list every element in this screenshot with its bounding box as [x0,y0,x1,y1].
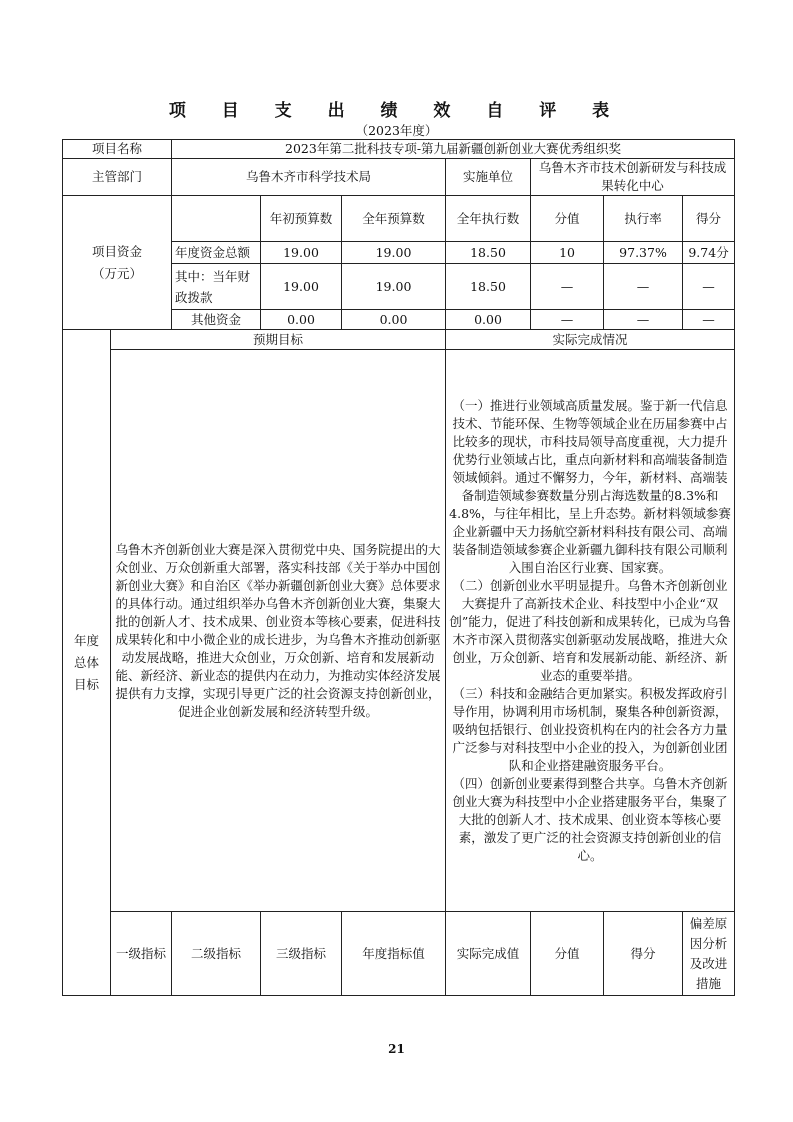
actual-result-paragraph: （四）创新创业要素得到整合共享。乌鲁木齐创新创业大赛为科技型中小企业搭建服务平台，集聚了大批的创新人才、技术成果、创业资本等核心要素，激发了更广泛的社会资源支持创新创业的信心。 [452,775,728,863]
indicator-header-score-value: 分值 [531,912,604,996]
funds-header-score-value: 分值 [531,196,604,242]
funds-header-blank [172,196,261,242]
funds-row-label: 其他资金 [172,310,261,330]
indicator-header-target: 年度指标值 [342,912,446,996]
funds-header-score: 得分 [683,196,735,242]
funds-cell: — [531,310,604,330]
funds-header-annual: 全年预算数 [342,196,446,242]
impl-value: 乌鲁木齐市技术创新研发与科技成果转化中心 [531,159,735,196]
funds-cell: 18.50 [446,242,531,264]
indicator-header-level1: 一级指标 [111,912,172,996]
funds-cell: 9.74分 [683,242,735,264]
funds-cell: 19.00 [261,242,342,264]
indicator-header-deviation: 偏差原因分析及改进措施 [683,912,735,996]
funds-cell: — [683,264,735,310]
page-title: 项 目 支 出 绩 效 自 评 表 [168,101,625,121]
funds-row-label: 其中：当年财政拨款 [172,264,261,310]
indicator-header-actual: 实际完成值 [446,912,531,996]
funds-cell: 0.00 [261,310,342,330]
funds-cell: — [604,310,683,330]
expected-goal-header: 预期目标 [111,330,446,350]
year-subtitle: （2023年度） [355,123,438,138]
funds-cell: 10 [531,242,604,264]
indicator-header-level2: 二级指标 [172,912,261,996]
actual-result-text [446,350,735,912]
actual-result-paragraph: （三）科技和金融结合更加紧实。积极发挥政府引导作用，协调利用市场机制，聚集各种创新资源，吸纳包括银行、创业投资机构在内的社会各方力量广泛参与对科技型中小企业的投入，为创新创业团队和企业搭建融资服务平台。 [452,685,728,773]
actual-result-header: 实际完成情况 [446,330,735,350]
funds-header-executed: 全年执行数 [446,196,531,242]
funds-header-rate: 执行率 [604,196,683,242]
funds-cell: 0.00 [342,310,446,330]
funds-label: 项目资金 （万元） [63,196,172,330]
impl-label: 实施单位 [446,159,531,196]
funds-cell: — [683,310,735,330]
dept-label: 主管部门 [63,159,172,196]
expected-goal-text: 乌鲁木齐创新创业大赛是深入贯彻党中央、国务院提出的大众创业、万众创新重大部署，落实科技部《关于举办中国创新创业大赛》和自治区《举办新疆创新创业大赛》总体要求的具体行动。通过组织举办乌鲁木齐创新创业大赛，集聚大批的创新人才、技术成果、创业资本等核心要素，促进科技成果转化和中小微企业的成长进步，为乌鲁木齐推动创新驱动发展战略，推进大众创业，万众创新、培育和发展新动能、新经济、新业态的提供内在动力，为推动实体经济发展提供有力支撑，实现引导更广泛的社会资源支持创新创业，促进企业创新发展和经济转型升级。 [111,350,446,912]
funds-cell: 0.00 [446,310,531,330]
indicator-header-level3: 三级指标 [261,912,342,996]
funds-cell: — [531,264,604,310]
project-name-value: 2023年第二批科技专项-第九届新疆创新创业大赛优秀组织奖 [172,140,735,159]
annual-goal-label: 年度 总体 目标 [63,330,111,996]
performance-table [62,139,735,996]
actual-result-paragraph: （一）推进行业领域高质量发展。鉴于新一代信息技术、节能环保、生物等领域企业在历届参赛中占比较多的现状，市科技局领导高度重视，大力提升优势行业领域占比，重点向新材料和高端装备制造领域倾斜。通过不懈努力，今年，新材料、高端装备制造领域参赛数量分别占海选数量的8.3%和4.8%，与往年相比，呈上升态势。新材料领域参赛企业新疆中天力扬航空新材料科技有限公司、高端装备制造领域参赛企业新疆九御科技有限公司顺利入围自治区行业赛、国家赛。 [449,397,731,575]
actual-result-paragraph: （二）创新创业水平明显提升。乌鲁木齐创新创业大赛提升了高新技术企业、科技型中小企业“双创”能力，促进了科技创新和成果转化，已成为乌鲁木齐市深入贯彻落实创新驱动发展战略，推进大众创业，万众创新、培育和发展新动能、新经济、新业态的重要举措。 [449,577,731,683]
funds-cell: 19.00 [342,264,446,310]
funds-row-label: 年度资金总额 [172,242,261,264]
dept-value: 乌鲁木齐市科学技术局 [172,159,446,196]
funds-cell: 18.50 [446,264,531,310]
funds-header-initial: 年初预算数 [261,196,342,242]
project-name-label: 项目名称 [63,140,172,159]
indicator-header-score: 得分 [604,912,683,996]
funds-cell: 19.00 [342,242,446,264]
funds-cell: 19.00 [261,264,342,310]
page-number: 21 [388,1042,405,1056]
funds-cell: — [604,264,683,310]
funds-cell: 97.37% [604,242,683,264]
